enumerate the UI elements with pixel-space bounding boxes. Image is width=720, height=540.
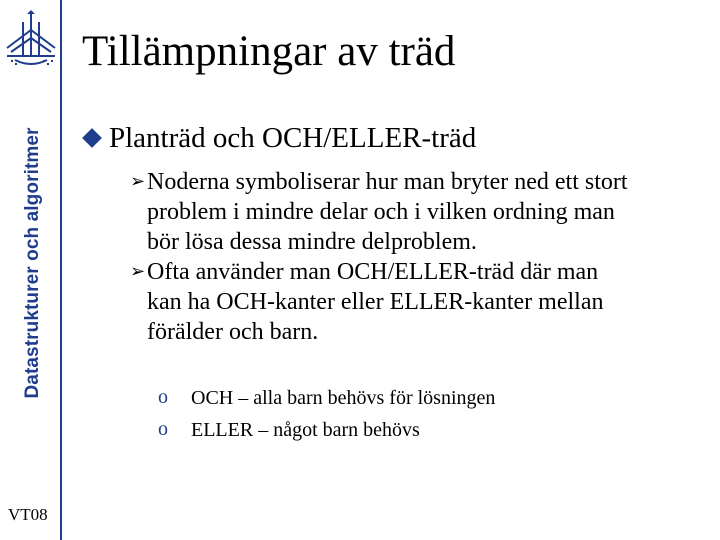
- course-title-text: Datastrukturer och algoritmer: [22, 127, 43, 399]
- main-bullet-text: Planträd och OCH/ELLER-träd: [109, 122, 477, 154]
- circle-bullet-icon: o: [158, 418, 168, 440]
- third-level-list: [158, 382, 495, 446]
- diamond-bullet-icon: [82, 128, 102, 148]
- sub-bullet-line: bör lösa dessa mindre delproblem.: [147, 229, 477, 255]
- sub-bullet-line: kan ha OCH-kanter eller ELLER-kanter mellan: [147, 289, 604, 315]
- sub-bullet-item: [130, 167, 716, 257]
- sub-bullet-line: problem i mindre delar och i vilken ordning man: [147, 199, 615, 225]
- third-level-item: [158, 382, 495, 414]
- third-level-text: OCH – alla barn behövs för lösningen: [191, 387, 496, 409]
- sub-bullet-line: Ofta använder man OCH/ELLER-träd där man: [147, 259, 599, 285]
- arrow-bullet-icon: ➢: [130, 261, 146, 282]
- circle-bullet-icon: o: [158, 386, 168, 408]
- footer-term-code: VT08: [8, 505, 48, 524]
- third-level-text: ELLER – något barn behövs: [191, 419, 420, 441]
- main-bullet: [80, 121, 476, 156]
- arrow-bullet-icon: ➢: [130, 171, 146, 192]
- page-title: Tillämpningar av träd: [82, 28, 456, 75]
- sub-bullet-line: Noderna symboliserar hur man bryter ned ett stort: [147, 169, 628, 195]
- sub-bullet-item: [130, 257, 716, 347]
- third-level-item: [158, 414, 495, 446]
- side-bar: [0, 0, 62, 540]
- sub-bullet-line: förälder och barn.: [147, 319, 319, 345]
- sub-bullet-list: [130, 167, 716, 347]
- university-logo-icon: [1, 8, 61, 72]
